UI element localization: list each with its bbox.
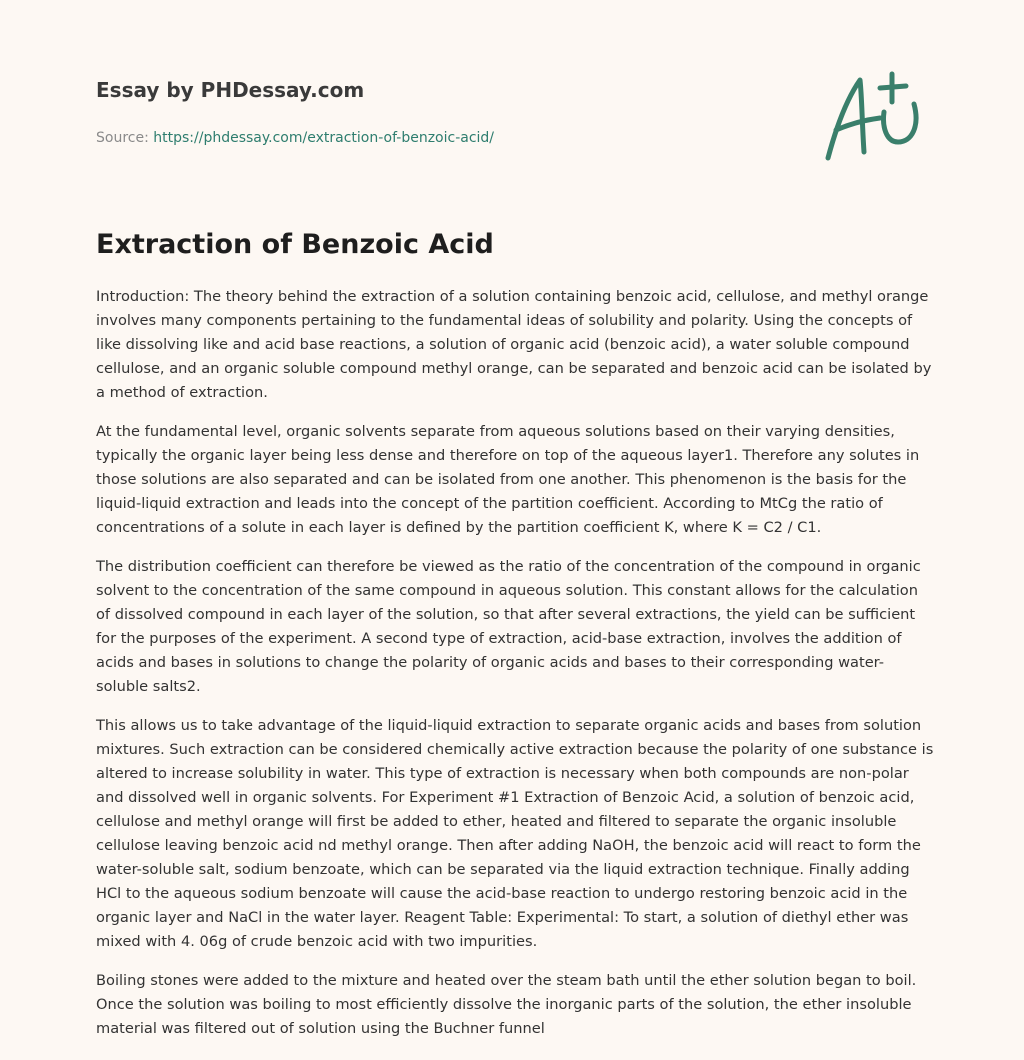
source-line: [96, 128, 796, 148]
page-header: [96, 76, 796, 148]
essay-paragraph: At the fundamental level, organic solvents separate from aqueous solutions based on their varying densities, typically the organic layer being less dense and therefore on top of the aqueous layer1. Therefore any solutes in those solutions are also separated and can be isolated from one another. This phenomenon is the basis for the liquid-liquid extraction and leads into the concept of the partition coefficient. According to MtCg the ratio of concentrations of a solute in each layer is defined by the partition coefficient K, where K = C2 / C1.: [96, 423, 920, 536]
essay-body: [96, 285, 934, 1056]
essay-paragraph: The distribution coefficient can therefore be viewed as the ratio of the concentration of the compound in organic solvent to the concentration of the same compound in aqueous solution. This constant allows for the calculation of dissolved compound in each layer of the solution, so that after several extractions, the yield can be sufficient for the purposes of the experiment. A second type of extraction, acid-base extraction, involves the addition of acids and bases in solutions to change the polarity of organic acids and bases to their corresponding water-soluble salts2.: [96, 558, 921, 695]
a-plus-logo-icon: [822, 68, 926, 164]
source-link[interactable]: https://phdessay.com/extraction-of-benzoic-acid/: [153, 130, 495, 146]
essay-title: Extraction of Benzoic Acid: [96, 229, 494, 260]
essay-paragraph: Introduction: The theory behind the extraction of a solution containing benzoic acid, cellulose, and methyl orange involves many components pertaining to the fundamental ideas of solubility and polarity. Using the concepts of like dissolving like and acid base reactions, a solution of organic acid (benzoic acid), a water soluble compound cellulose, and an organic soluble compound methyl orange, can be separated and benzoic acid can be isolated by a method of extraction.: [96, 288, 932, 401]
site-title: Essay by PHDessay.com: [96, 78, 365, 102]
essay-paragraph: This allows us to take advantage of the liquid-liquid extraction to separate organic acids and bases from solution mixtures. Such extraction can be considered chemically active extraction because the polarity of one substance is altered to increase solubility in water. This type of extraction is necessary when both compounds are non-polar and dissolved well in organic solvents. For Experiment #1 Extraction of Benzoic Acid, a solution of benzoic acid, cellulose and methyl orange will first be added to ether, heated and filtered to separate the organic insoluble cellulose leaving benzoic acid nd methyl orange. Then after adding NaOH, the benzoic acid will react to form the water-soluble salt, sodium benzoate, which can be separated via the liquid extraction technique. Finally adding HCl to the aqueous sodium benzoate will cause the acid-base reaction to undergo restoring benzoic acid in the organic layer and NaCl in the water layer. Reagent Table: Experimental: To start, a solution of diethyl ether was mixed with 4. 06g of crude benzoic acid with two impurities.: [96, 717, 934, 950]
source-label: Source:: [96, 130, 149, 146]
essay-paragraph: Boiling stones were added to the mixture and heated over the steam bath until the ether solution began to boil. Once the solution was boiling to most efficiently dissolve the inorganic parts of the solution, the ether insoluble material was filtered out of solution using the Buchner funnel: [96, 972, 917, 1037]
